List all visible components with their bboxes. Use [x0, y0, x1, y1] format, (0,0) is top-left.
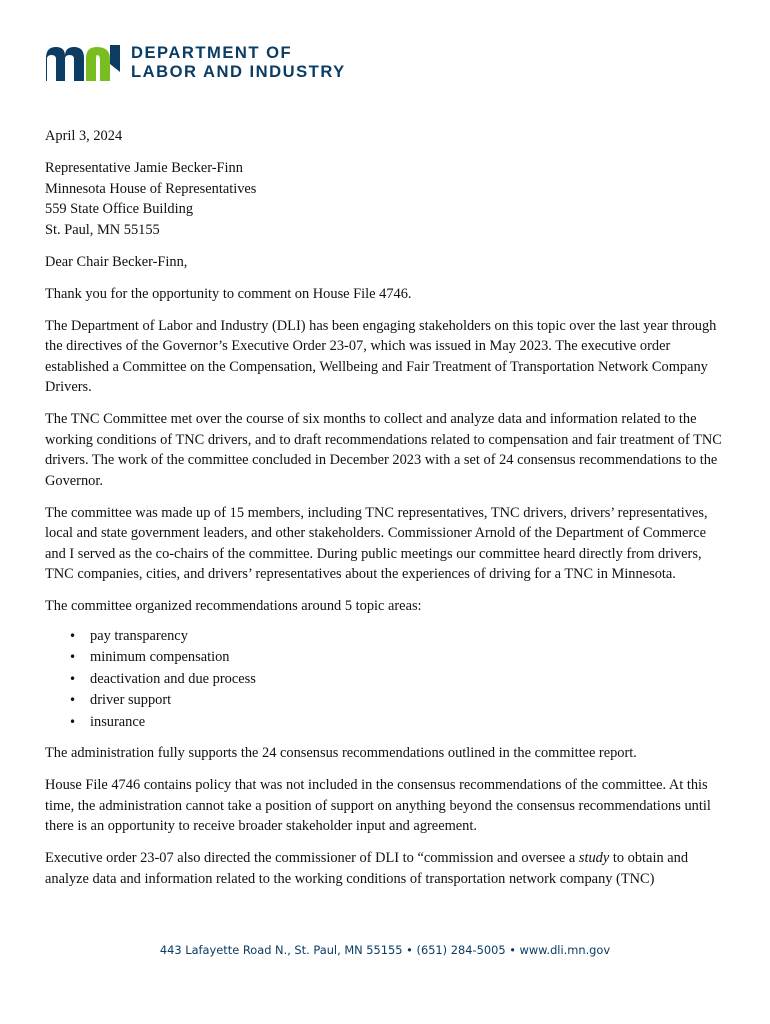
list-item: • insurance [69, 712, 725, 733]
logo-line-labor-industry: LABOR AND INDUSTRY [131, 62, 346, 81]
paragraph-dli-engagement: The Department of Labor and Industry (DLI) has been engaging stakeholders on this topic over the last year through the directives of the Governor’s Executive Order 23-07, which was issued in May 2023. The executive order established a Committee on the Compensation, Wellbeing and Fair Treatment of Transportation Network Company Drivers. [45, 317, 717, 395]
salutation: Dear Chair Becker-Finn, [45, 253, 188, 270]
list-item: • driver support [69, 690, 725, 711]
letter-body [45, 126, 725, 901]
paragraph-hf4746-position: House File 4746 contains policy that was not included in the consensus recommendations of the committee. At this time, the administration cannot take a position of support on anything beyond the consensus recommendations until there is an opportunity to receive broader stakeholder input and agreement. [45, 777, 711, 835]
footer-contact: 443 Lafayette Road N., St. Paul, MN 55155 • (651) 284-5005 • www.dli.mn.gov [159, 943, 611, 957]
eo-text-after: to obtain and analyze data and information related to the working conditions of transportation network company (TNC) [45, 850, 689, 887]
eo-text-study: study [578, 850, 610, 867]
paragraph-committee-members: The committee was made up of 15 members, including TNC representatives, TNC drivers, drivers’ representatives, local and state government leaders, and other stakeholders. Commissioner Arnold of the Department of Commerce and I served as the co-chairs of the committee. During public meetings our committee heard directly from drivers, TNC companies, cities, and drivers’ representatives about the experiences of driving for a TNC in Minnesota. [45, 504, 708, 582]
recipient-line: St. Paul, MN 55155 [45, 221, 160, 238]
topic-list [45, 626, 725, 733]
paragraph-executive-order-study [45, 848, 725, 889]
recipient-line: Minnesota House of Representatives [45, 180, 257, 197]
paragraph-thank-you: Thank you for the opportunity to comment on House File 4746. [45, 285, 412, 302]
list-item: • pay transparency [69, 626, 725, 647]
recipient-line: Representative Jamie Becker-Finn [45, 160, 243, 176]
recipient-address [45, 158, 725, 240]
letter-date: April 3, 2024 [45, 128, 123, 144]
paragraph-tnc-committee: The TNC Committee met over the course of six months to collect and analyze data and information related to the working conditions of TNC drivers, and to draft recommendations related to compensation and fair treatment of TNC drivers. The work of the committee concluded in December 2023 with a set of 24 consensus recommendations to the Governor. [45, 411, 722, 489]
dli-logo [44, 42, 346, 84]
paragraph-administration-support: The administration fully supports the 24 consensus recommendations outlined in the committee report. [45, 745, 637, 762]
minnesota-mn-logo-icon [44, 42, 122, 82]
eo-text-before: Executive order 23-07 also directed the commissioner of DLI to “commission and oversee a [45, 850, 579, 867]
logo-line-department: DEPARTMENT OF [131, 43, 293, 62]
recipient-line: 559 State Office Building [45, 201, 194, 217]
paragraph-topic-areas-intro: The committee organized recommendations around 5 topic areas: [45, 598, 422, 614]
list-item: • minimum compensation [69, 647, 725, 668]
list-item: • deactivation and due process [69, 669, 725, 690]
